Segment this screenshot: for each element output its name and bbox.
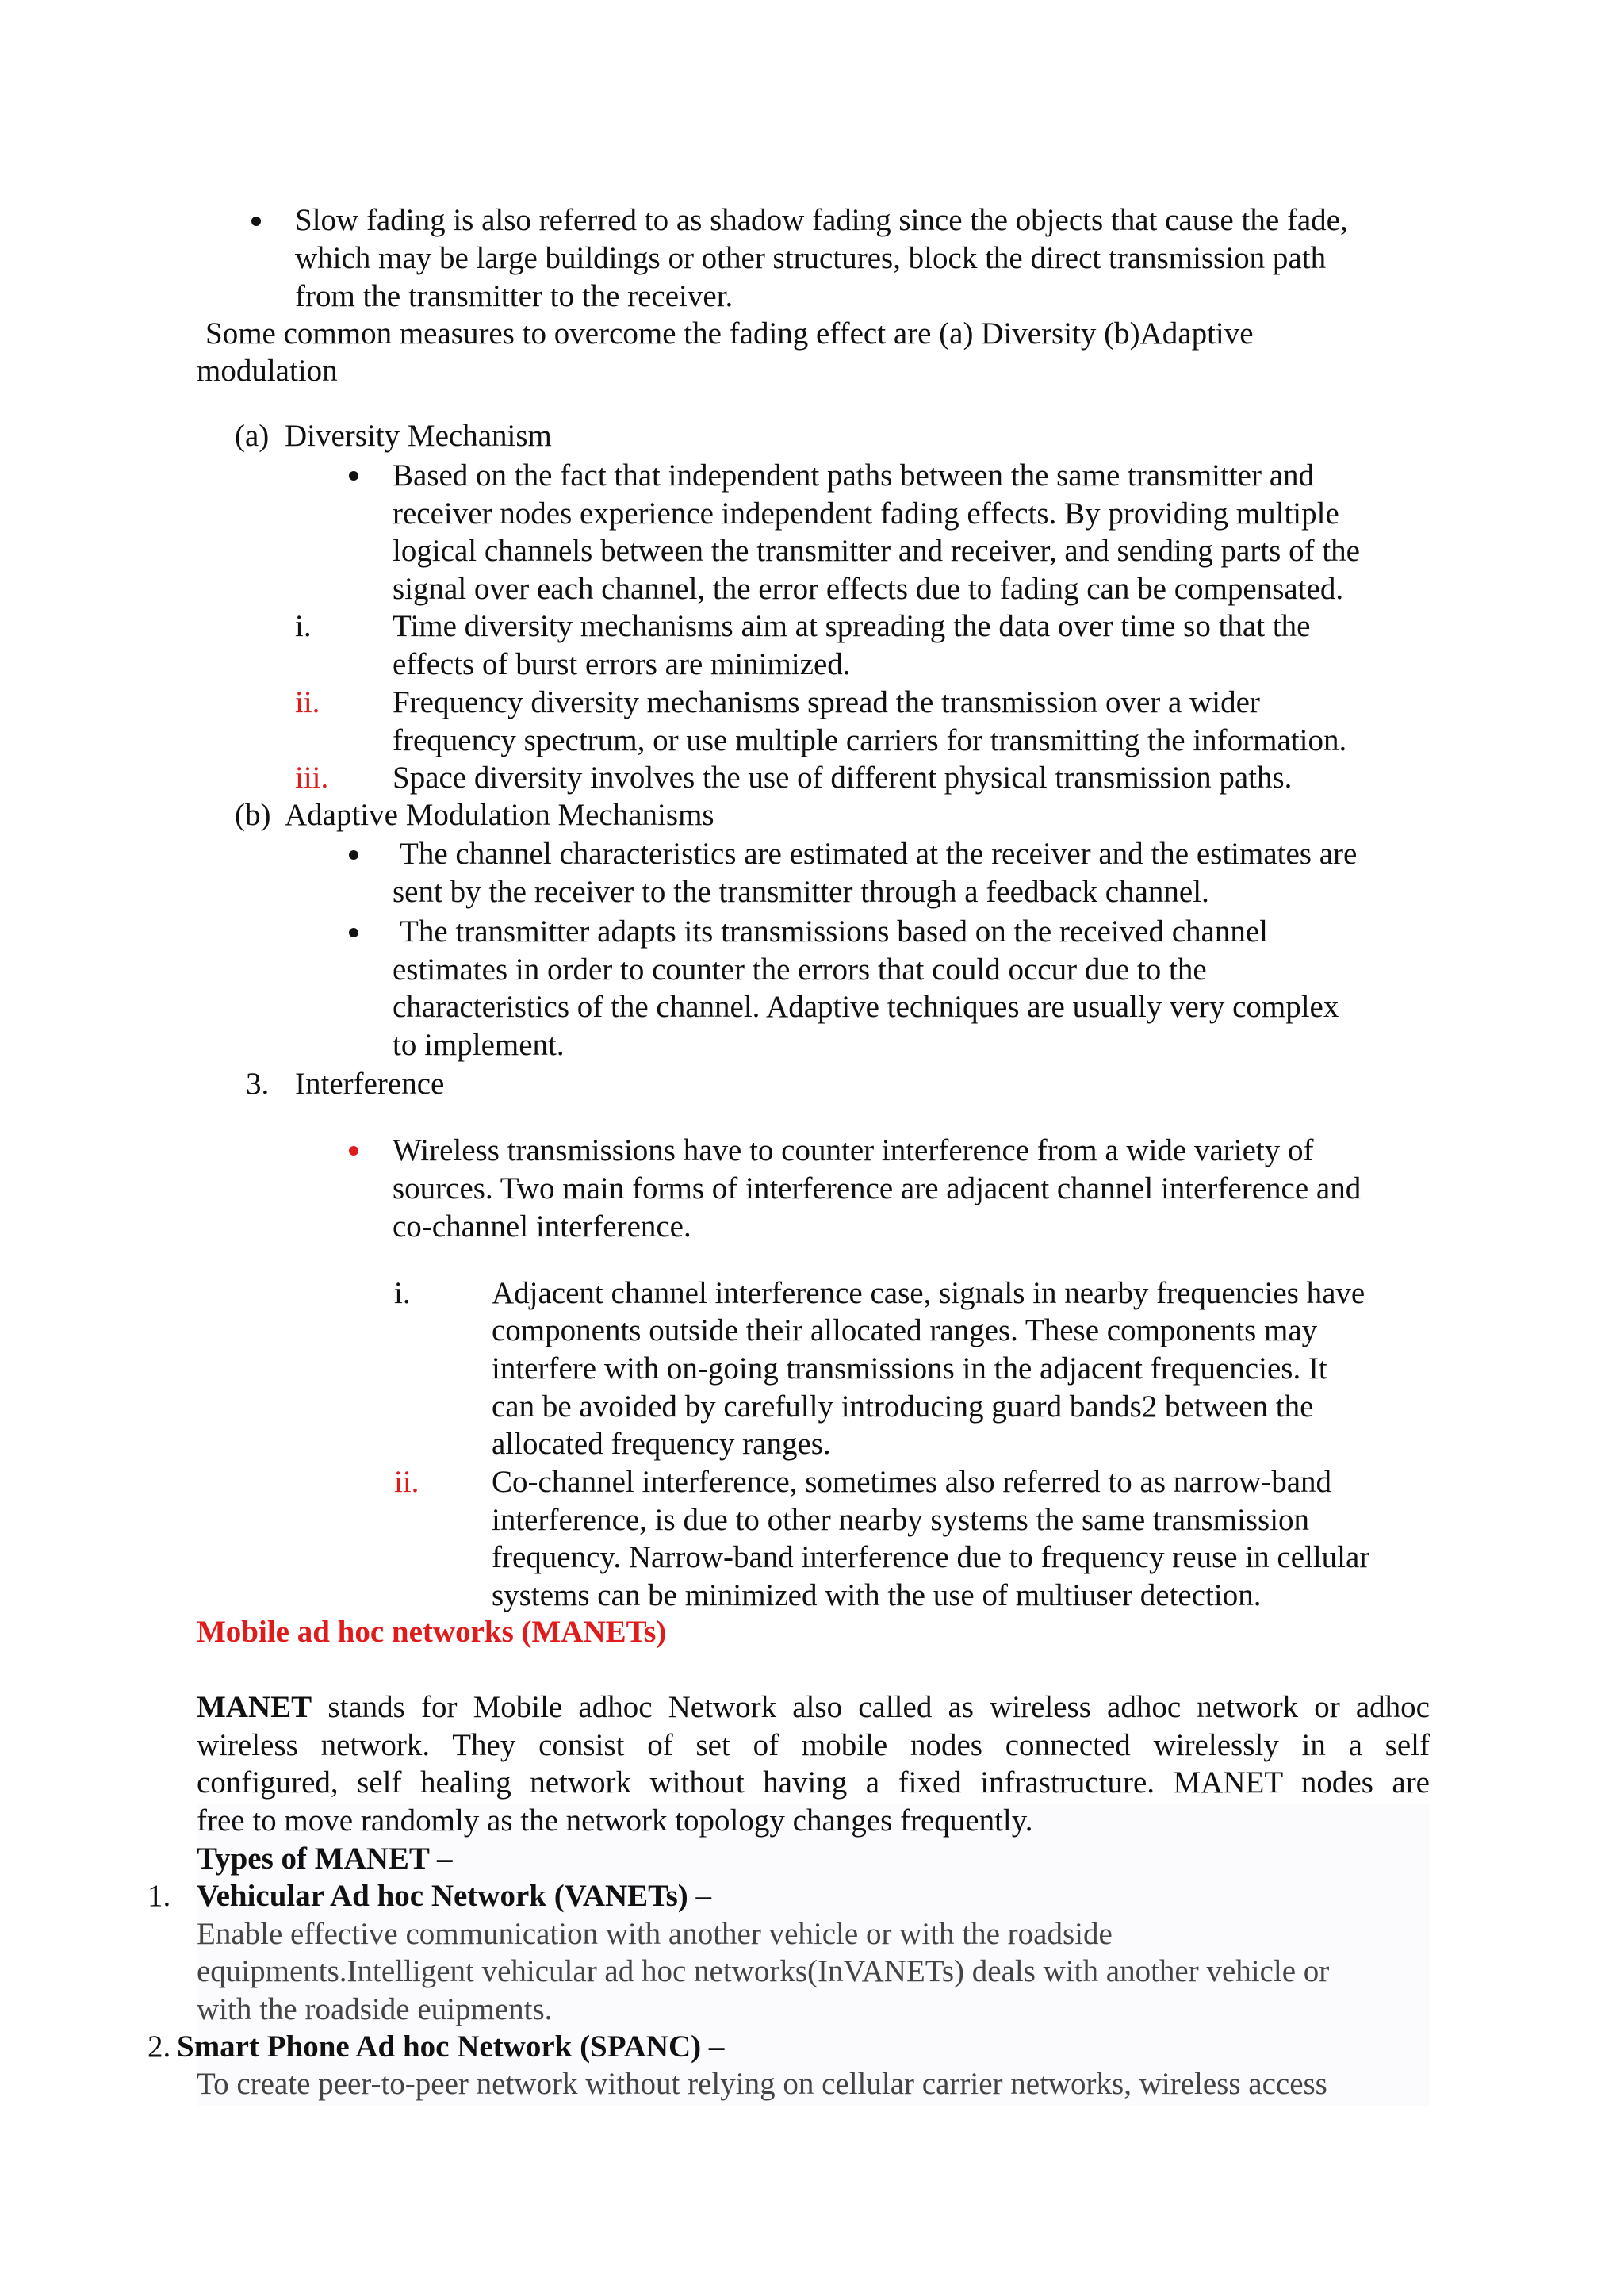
types-heading: Types of MANET – — [197, 1842, 453, 1876]
text-line: To create peer-to-peer network without relying on cellular carrier networks, wireless access — [197, 2067, 1327, 2101]
text-line: The transmitter adapts its transmissions based on the received channel — [393, 914, 1268, 949]
section-heading: Diversity Mechanism — [285, 419, 552, 453]
text-line: modulation — [197, 354, 338, 388]
text-line: sent by the receiver to the transmitter through a feedback channel. — [393, 875, 1209, 909]
text-line: Space diversity involves the use of different physical transmission paths. — [393, 761, 1293, 795]
text-line: interference, is due to other nearby systems the same transmission — [492, 1503, 1310, 1537]
section-heading: Interference — [295, 1067, 445, 1101]
text-line: Adjacent channel interference case, signals in nearby frequencies have — [492, 1276, 1365, 1310]
text-line: The channel characteristics are estimated at the receiver and the estimates are — [393, 837, 1358, 871]
text-line: allocated frequency ranges. — [492, 1427, 831, 1461]
text-line: systems can be minimized with the use of multiuser detection. — [492, 1578, 1262, 1612]
section-heading: Adaptive Modulation Mechanisms — [285, 798, 714, 832]
list-marker: ii. — [394, 1465, 419, 1499]
text-line: equipments.Intelligent vehicular ad hoc networks(InVANETs) deals with another vehicle or — [197, 1954, 1330, 1988]
text-line: Slow fading is also referred to as shadow fading since the objects that cause the fade, — [295, 203, 1348, 237]
text-line: estimates in order to counter the errors that could occur due to the — [393, 953, 1207, 987]
section-title: Mobile ad hoc networks (MANETs) — [197, 1615, 667, 1649]
list-item-title: Smart Phone Ad hoc Network (SPANC) – — [177, 2030, 725, 2064]
list-marker: 1. — [147, 1879, 171, 1913]
text-line: Wireless transmissions have to counter interference from a wide variety of — [393, 1133, 1314, 1167]
bullet-icon — [349, 850, 358, 860]
text-line: with the roadside euipments. — [197, 1992, 553, 2026]
list-marker: i. — [295, 609, 312, 643]
text-line: effects of burst errors are minimized. — [393, 647, 851, 681]
text-line: Frequency diversity mechanisms spread the transmission over a wider — [393, 685, 1260, 719]
list-marker: (b) — [235, 798, 271, 832]
bullet-icon — [251, 217, 261, 226]
text-line: to implement. — [393, 1028, 565, 1062]
text-line: interfere with on-going transmissions in the adjacent frequencies. It — [492, 1351, 1327, 1386]
paragraph-line: configured, self healing network without having a fixed infrastructure. MANET nodes are — [197, 1765, 1430, 1800]
paragraph-line — [197, 1688, 1430, 1727]
list-marker: ii. — [295, 685, 320, 719]
text-line: Based on the fact that independent paths between the same transmitter and — [393, 458, 1315, 493]
text-line: Some common measures to overcome the fading effect are (a) Diversity (b)Adaptive — [205, 316, 1254, 351]
list-marker: iii. — [295, 761, 329, 795]
text-line: frequency spectrum, or use multiple carriers for transmitting the information. — [393, 723, 1347, 757]
text-line: frequency. Narrow-band interference due to frequency reuse in cellular — [492, 1540, 1370, 1574]
text-line: from the transmitter to the receiver. — [295, 279, 733, 313]
list-marker: (a) — [235, 419, 270, 453]
list-marker: 2. — [147, 2030, 171, 2064]
text-line: co-channel interference. — [393, 1209, 691, 1244]
text-span: stands for Mobile adhoc Network also called as wireless adhoc network or adhoc — [312, 1690, 1430, 1724]
bullet-icon — [349, 471, 358, 481]
list-marker: i. — [394, 1276, 411, 1310]
text-line: characteristics of the channel. Adaptive techniques are usually very complex — [393, 990, 1339, 1024]
text-line: can be avoided by carefully introducing guard bands2 between the — [492, 1389, 1314, 1424]
bullet-icon — [349, 1146, 358, 1156]
text-line: Co-channel interference, sometimes also referred to as narrow-band — [492, 1465, 1332, 1499]
term-manet: MANET — [197, 1690, 312, 1724]
list-marker: 3. — [246, 1067, 270, 1101]
text-line: signal over each channel, the error effects due to fading can be compensated. — [393, 572, 1344, 606]
text-line: logical channels between the transmitter and receiver, and sending parts of the — [393, 534, 1360, 568]
text-line: Time diversity mechanisms aim at spreading the data over time so that the — [393, 609, 1311, 643]
text-line: free to move randomly as the network topology changes frequently. — [197, 1803, 1033, 1838]
text-line: receiver nodes experience independent fading effects. By providing multiple — [393, 496, 1339, 531]
bullet-icon — [349, 928, 358, 937]
paragraph-line: wireless network. They consist of set of mobile nodes connected wirelessly in a self — [197, 1728, 1430, 1762]
text-line: Enable effective communication with another vehicle or with the roadside — [197, 1917, 1113, 1951]
text-line: sources. Two main forms of interference are adjacent channel interference and — [393, 1171, 1362, 1205]
text-line: components outside their allocated ranges. These components may — [492, 1313, 1318, 1347]
text-line: which may be large buildings or other structures, block the direct transmission path — [295, 241, 1327, 275]
list-item-title: Vehicular Ad hoc Network (VANETs) – — [197, 1879, 712, 1913]
